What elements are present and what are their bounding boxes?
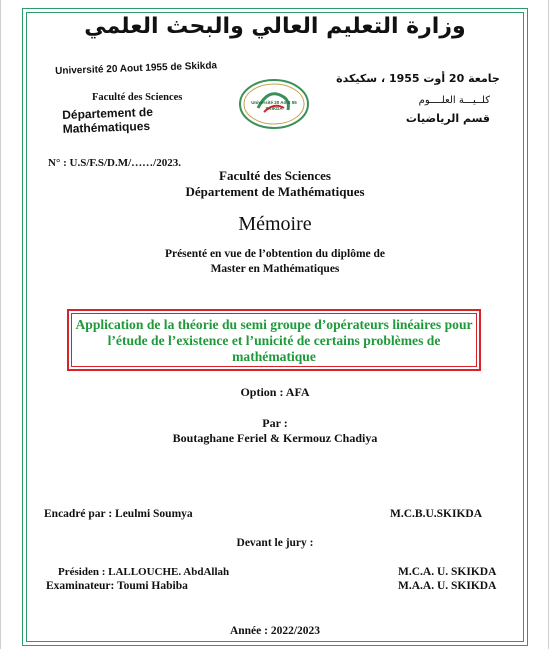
faculty-fr-header: Faculté des Sciences: [92, 92, 183, 103]
faculty: Faculté des Sciences: [219, 168, 331, 183]
department-ar: قسم الرياضيات: [405, 112, 490, 125]
university-ar: جامعة 20 أوت 1955 ، سكيكدة: [336, 72, 500, 85]
document-type: Mémoire: [238, 213, 312, 235]
faculty-ar: كلــيـــة العلــــوم: [418, 95, 490, 106]
department: Département de Mathématiques: [185, 184, 365, 199]
purpose-line-2: Master en Mathématiques: [210, 263, 340, 275]
authors: Boutaghane Feriel & Kermouz Chadiya: [172, 431, 378, 445]
jury-president-affiliation: M.C.A. U. SKIKDA: [398, 566, 497, 578]
ministry-arabic: وزارة التعليم العالي والبحث العلمي: [84, 14, 466, 39]
reference-number: N° : U.S/F.S/D.M/……/2023.: [48, 157, 181, 169]
logo-text-1: Université 20 Août 55: [251, 100, 297, 105]
supervisor: Encadré par : Leulmi Soumya: [44, 508, 193, 520]
jury-president-name: Présiden : LALLOUCHE. AbdAllah: [58, 566, 230, 578]
supervisor-affiliation: M.C.B.U.SKIKDA: [390, 508, 483, 520]
university-logo: [238, 78, 310, 130]
purpose-line-1: Présenté en vue de l’obtention du diplôme de: [164, 248, 386, 260]
jury-examiner-name: Examinateur: Toumi Habiba: [46, 580, 188, 592]
jury-member-examiner: [46, 580, 296, 592]
logo-text-2: SKIKDA: [265, 106, 283, 111]
thesis-title: Application de la théorie du semi groupe d’opérateurs linéaires pour l’étude de l’existence et l’unicité de certains problèmes de mathématique: [75, 317, 473, 364]
department-fr-header: Département de Mathématiques: [62, 104, 154, 136]
academic-year: Année : 2022/2023: [229, 625, 321, 637]
thesis-title-box: [67, 309, 481, 371]
jury-label: Devant le jury :: [236, 537, 314, 549]
jury-member-president: [58, 566, 308, 578]
by-label: Par :: [262, 416, 288, 430]
option: Option : AFA: [240, 385, 310, 399]
jury-examiner-affiliation: M.A.A. U. SKIKDA: [398, 580, 497, 592]
university-fr: Université 20 Aout 1955 de Skikda: [55, 60, 218, 77]
